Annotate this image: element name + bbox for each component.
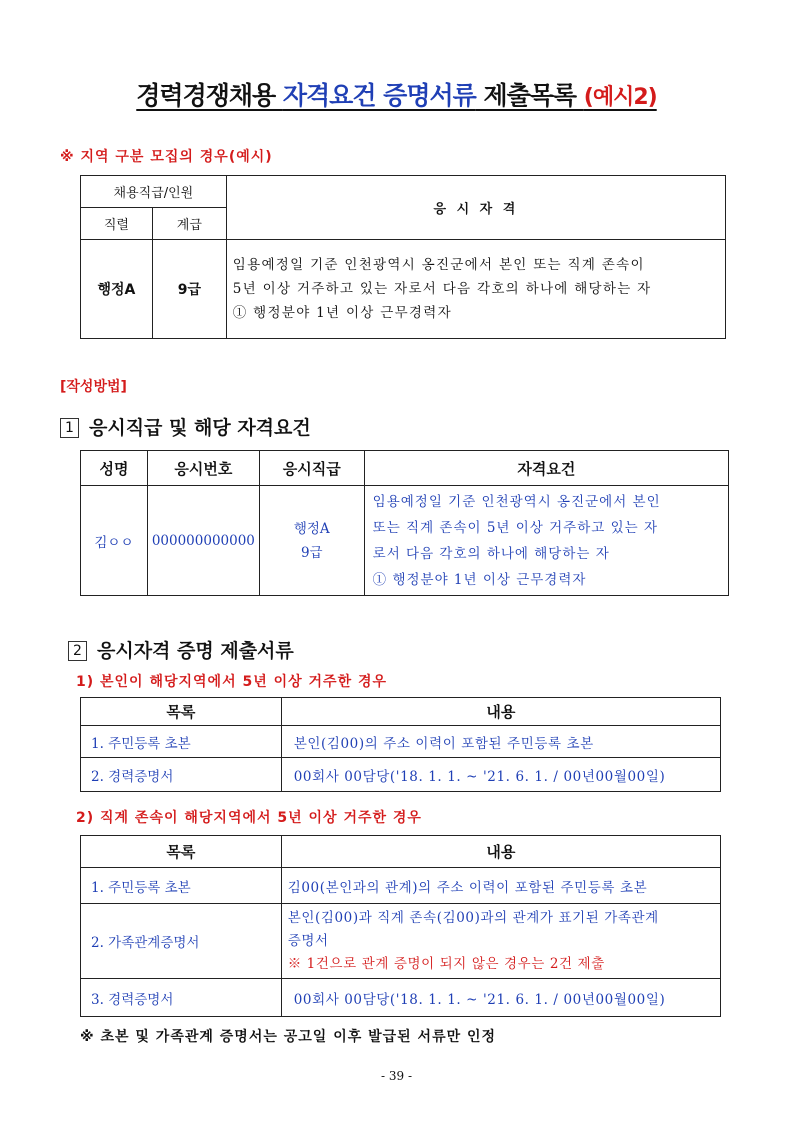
grade-line: 9급 — [300, 544, 323, 561]
title-part1: 경력경쟁채용 — [136, 81, 283, 110]
header-number: 응시번호 — [147, 451, 259, 486]
header-grade: 응시직급 — [259, 451, 364, 486]
header-list: 목록 — [81, 698, 282, 726]
doc-item: 1. 주민등록 초본 — [81, 726, 282, 758]
doc-content: 김00(본인과의 관계)의 주소 이력이 포함된 주민등록 초본 — [281, 868, 720, 904]
page-title — [0, 76, 793, 112]
title-part3: 제출목록 — [475, 81, 584, 110]
row-description — [226, 240, 725, 339]
doc-content — [281, 904, 720, 979]
page-number: - 39 - — [380, 1069, 412, 1083]
section1-heading — [60, 413, 311, 440]
req-line: 로서 다음 각호의 하나에 해당하는 자 — [372, 545, 610, 562]
desc-line: 임용예정일 기준 인천광역시 옹진군에서 본인 또는 직계 존속이 — [232, 257, 645, 273]
section2-heading — [68, 636, 294, 663]
example-qualification-table — [80, 175, 726, 339]
doc-item: 3. 경력증명서 — [81, 979, 282, 1017]
header-list: 목록 — [81, 836, 282, 868]
section-number-box: 1 — [60, 418, 79, 438]
applicant-number: 000000000000 — [147, 486, 259, 596]
content-line: 증명서 — [287, 932, 329, 949]
grade-line: 행정A — [293, 520, 330, 537]
section-number-box: 2 — [68, 641, 87, 661]
req-line: 임용예정일 기준 인천광역시 옹진군에서 본인 — [372, 493, 661, 510]
section2-title: 응시자격 증명 제출서류 — [97, 640, 294, 662]
applicant-info-table — [80, 450, 729, 596]
doc-item: 1. 주민등록 초본 — [81, 868, 282, 904]
header-series: 직렬 — [81, 208, 153, 240]
case2-heading: 2) 직계 존속이 해당지역에서 5년 이상 거주한 경우 — [76, 810, 422, 826]
req-line: 또는 직계 존속이 5년 이상 거주하고 있는 자 — [372, 519, 658, 536]
section1-title: 응시직급 및 해당 자격요건 — [89, 417, 311, 439]
case1-heading: 1) 본인이 해당지역에서 5년 이상 거주한 경우 — [76, 674, 388, 690]
content-note: ※ 1건으로 관계 증명이 되지 않은 경우는 2건 제출 — [287, 955, 605, 972]
applicant-grade — [259, 486, 364, 596]
applicant-name: 김ㅇㅇ — [81, 486, 148, 596]
region-heading: ※ 지역 구분 모집의 경우(예시) — [60, 149, 273, 165]
case1-documents-table — [80, 697, 721, 792]
header-content: 내용 — [281, 698, 720, 726]
header-grade: 계급 — [152, 208, 226, 240]
header-content: 내용 — [281, 836, 720, 868]
header-name: 성명 — [81, 451, 148, 486]
row-series: 행정A — [81, 240, 153, 339]
desc-line: 5년 이상 거주하고 있는 자로서 다음 각호의 하나에 해당하는 자 — [232, 281, 652, 297]
header-qualification: 응 시 자 격 — [226, 176, 725, 240]
content-line: 본인(김00)과 직계 존속(김00)과의 관계가 표기된 가족관계 — [287, 909, 659, 926]
doc-content: 본인(김00)의 주소 이력이 포함된 주민등록 초본 — [281, 726, 720, 758]
doc-item: 2. 경력증명서 — [81, 758, 282, 792]
header-requirement: 자격요건 — [364, 451, 728, 486]
doc-content: 00회사 00담당('18. 1. 1. ~ '21. 6. 1. / 00년00월00일) — [281, 979, 720, 1017]
title-highlight: 자격요건 증명서류 — [282, 81, 476, 110]
doc-content: 00회사 00담당('18. 1. 1. ~ '21. 6. 1. / 00년00월00일) — [281, 758, 720, 792]
doc-item: 2. 가족관계증명서 — [81, 904, 282, 979]
case2-documents-table — [80, 835, 721, 1017]
desc-line: ① 행정분야 1년 이상 근무경력자 — [232, 305, 452, 321]
title-example-tag: (예시2) — [583, 85, 657, 110]
header-job: 채용직급/인원 — [81, 176, 227, 208]
footer-note: ※ 초본 및 가족관계 증명서는 공고일 이후 발급된 서류만 인정 — [80, 1029, 497, 1045]
applicant-requirement — [364, 486, 728, 596]
req-line: ① 행정분야 1년 이상 근무경력자 — [372, 571, 587, 588]
row-grade: 9급 — [152, 240, 226, 339]
method-label: [작성방법] — [60, 379, 127, 395]
